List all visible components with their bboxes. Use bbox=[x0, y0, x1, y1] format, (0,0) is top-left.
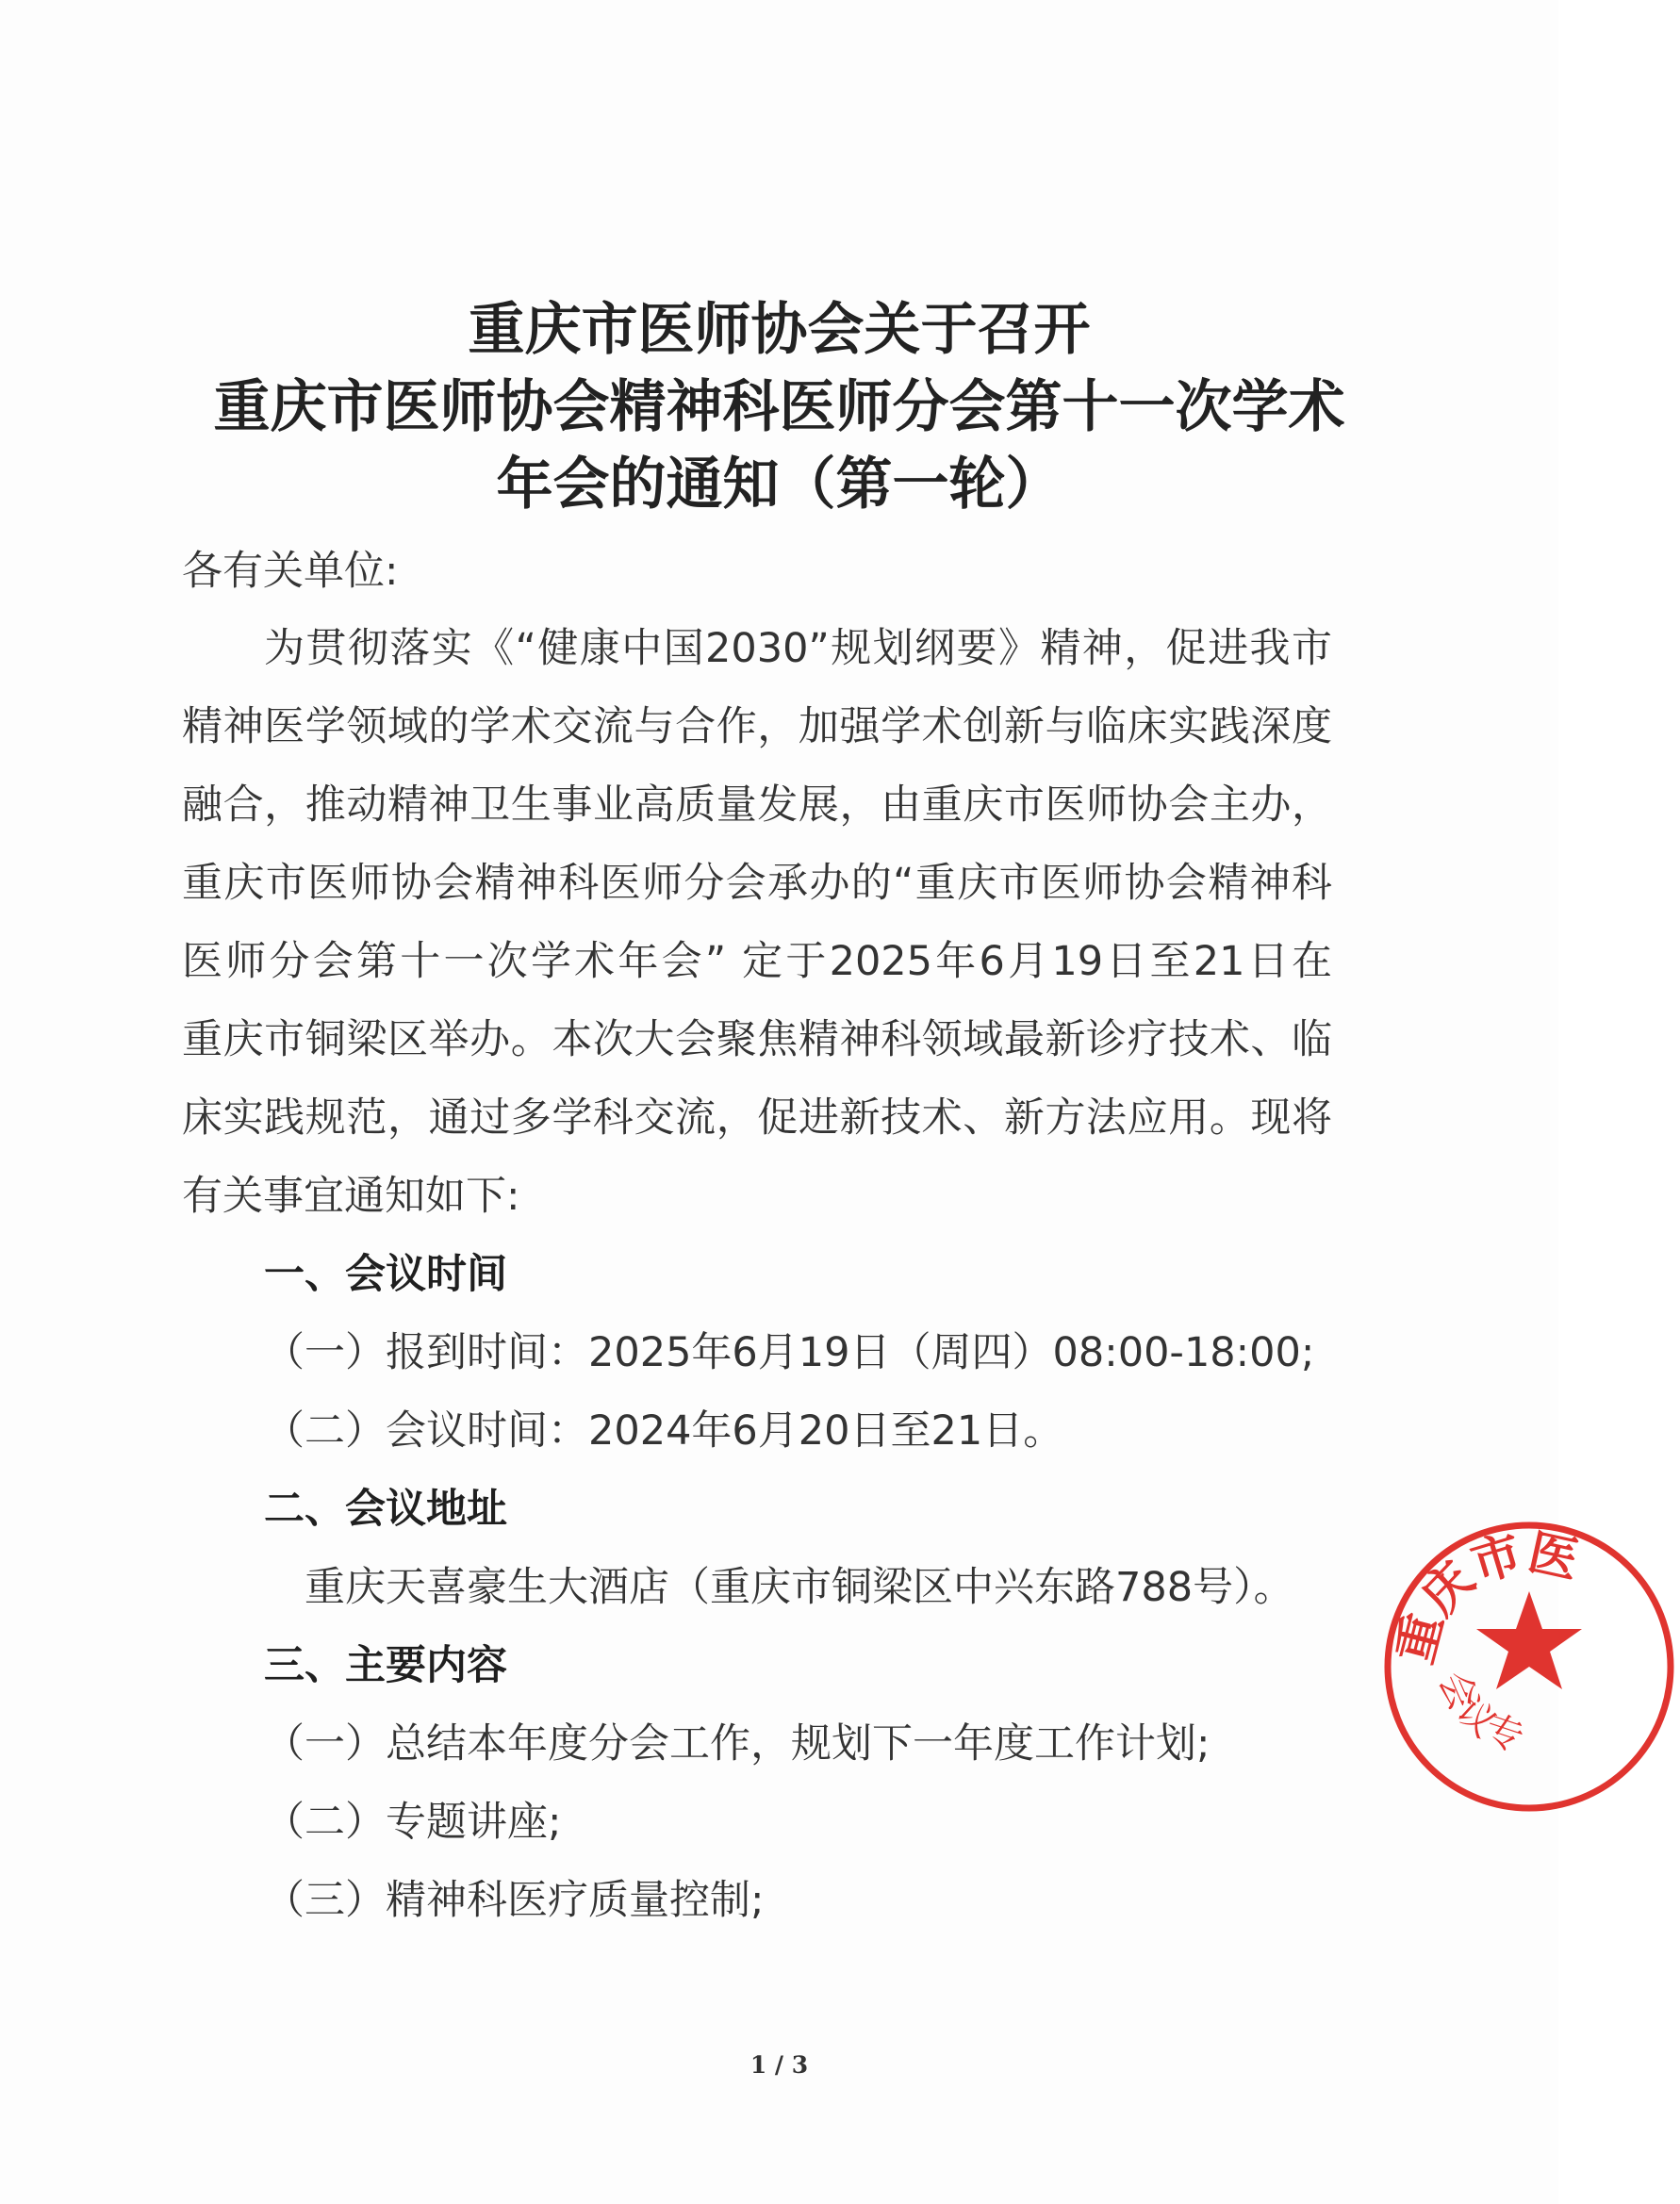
body-line: 重庆市医师协会精神科医师分会承办的“重庆市医师协会精神科 bbox=[182, 860, 1332, 907]
meeting-time-item: （一）报到时间：2025年6月19日（周四）08:00-18:00; bbox=[264, 1329, 1315, 1376]
salutation: 各有关单位: bbox=[182, 548, 399, 595]
meeting-address: 重庆天喜豪生大酒店（重庆市铜梁区中兴东路788号）。 bbox=[305, 1564, 1294, 1611]
star-icon bbox=[1476, 1591, 1582, 1689]
meeting-time-item: （二）会议时间：2024年6月20日至21日。 bbox=[264, 1407, 1064, 1455]
seal-top-text: 重庆市医 bbox=[1386, 1522, 1584, 1669]
body-line: 重庆市铜梁区举办。本次大会聚焦精神科领域最新诊疗技术、临 bbox=[182, 1016, 1332, 1063]
body-line: 医师分会第十一次学术年会” 定于2025年6月19日至21日在 bbox=[182, 938, 1332, 985]
section-heading-meeting-address: 二、会议地址 bbox=[264, 1486, 507, 1533]
document-title-line-3: 年会的通知（第一轮） bbox=[496, 452, 1062, 518]
main-content-item: （二）专题讲座; bbox=[264, 1799, 562, 1846]
section-heading-main-content: 三、主要内容 bbox=[264, 1642, 507, 1689]
seal-bottom-text: 会议专 bbox=[1429, 1665, 1529, 1761]
body-line: 为贯彻落实《“健康中国2030”规划纲要》精神，促进我市 bbox=[264, 625, 1332, 672]
document-title-line-2: 重庆市医师协会精神科医师分会第十一次学术 bbox=[213, 374, 1345, 440]
main-content-item: （三）精神科医疗质量控制; bbox=[264, 1877, 765, 1924]
main-content-item: （一）总结本年度分会工作，规划下一年度工作计划; bbox=[264, 1720, 1211, 1768]
page-number: 1 / 3 bbox=[749, 2051, 809, 2079]
body-line: 融合，推动精神卫生事业高质量发展，由重庆市医师协会主办， bbox=[182, 781, 1332, 829]
document-title-line-1: 重庆市医师协会关于召开 bbox=[468, 297, 1091, 363]
official-seal bbox=[1378, 1516, 1680, 1817]
body-line: 床实践规范，通过多学科交流，促进新技术、新方法应用。现将 bbox=[182, 1094, 1332, 1142]
section-heading-meeting-time: 一、会议时间 bbox=[264, 1251, 507, 1298]
body-line: 有关事宜通知如下: bbox=[182, 1173, 520, 1220]
body-line: 精神医学领域的学术交流与合作，加强学术创新与临床实践深度 bbox=[182, 703, 1332, 750]
